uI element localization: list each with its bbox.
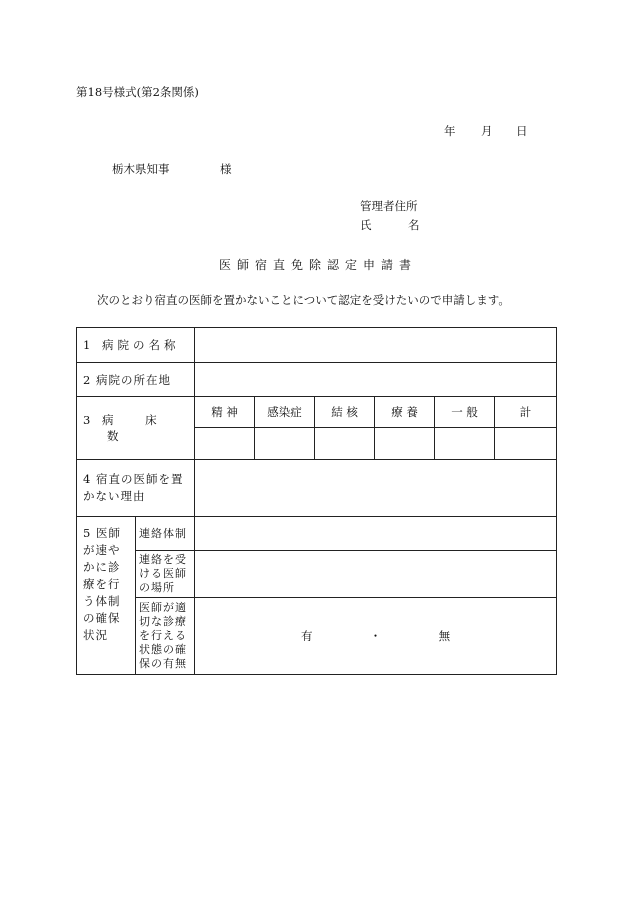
availability-separator: ・ bbox=[369, 629, 382, 643]
bed-count-psychiatric-field[interactable] bbox=[195, 428, 255, 460]
manager-address-label: 管理者住所 bbox=[360, 199, 418, 213]
addressee-name: 栃木県知事 bbox=[112, 162, 170, 176]
bed-count-label-part2: 床 bbox=[145, 413, 157, 427]
bed-type-total: 計 bbox=[495, 397, 557, 428]
document-title: 医師宿直免除認定申請書 bbox=[219, 258, 418, 272]
application-table bbox=[76, 327, 557, 675]
bed-type-infectious: 感染症 bbox=[255, 397, 315, 428]
date-year-label: 年 bbox=[444, 124, 456, 138]
availability-no[interactable]: 無 bbox=[438, 629, 451, 643]
contacted-doctor-location-label: 連絡を受ける医師の場所 bbox=[136, 551, 195, 598]
contact-system-label: 連絡体制 bbox=[136, 517, 195, 551]
intro-text: 次のとおり宿直の医師を置かないことについて認定を受けたいので申請します。 bbox=[97, 293, 510, 307]
form-number: 第18号様式(第2条関係) bbox=[76, 85, 199, 99]
bed-count-tuberculosis-field[interactable] bbox=[315, 428, 375, 460]
contact-system-field[interactable] bbox=[195, 517, 557, 551]
hospital-address-label: 2 病院の所在地 bbox=[77, 363, 195, 397]
emergency-system-label: 5 医師が速やかに診療を行う体制の確保状況 bbox=[77, 517, 136, 675]
bed-type-tuberculosis: 結 核 bbox=[315, 397, 375, 428]
bed-count-label-part3: 数 bbox=[107, 429, 119, 443]
hospital-name-label: 1 病院の名称 bbox=[77, 328, 195, 363]
hospital-address-field[interactable] bbox=[195, 363, 557, 397]
no-night-doctor-reason-label: 4 宿直の医師を置かない理由 bbox=[77, 460, 195, 517]
availability-yes[interactable]: 有 bbox=[300, 629, 313, 643]
proper-care-availability-label: 医師が適切な診療を行える状態の確保の有無 bbox=[136, 598, 195, 675]
bed-count-label bbox=[77, 397, 195, 460]
addressee-honorific: 様 bbox=[220, 162, 232, 176]
contacted-doctor-location-field[interactable] bbox=[195, 551, 557, 598]
proper-care-availability-field[interactable] bbox=[195, 598, 557, 675]
name-label-second: 名 bbox=[408, 218, 420, 232]
name-label-first: 氏 bbox=[360, 218, 372, 232]
bed-count-label-part1: 3 病 bbox=[83, 413, 118, 427]
no-night-doctor-reason-field[interactable] bbox=[195, 460, 557, 517]
bed-type-general: 一 般 bbox=[435, 397, 495, 428]
bed-count-general-field[interactable] bbox=[435, 428, 495, 460]
bed-type-long-term-care: 療 養 bbox=[375, 397, 435, 428]
date-day-label: 日 bbox=[516, 124, 528, 138]
bed-type-psychiatric: 精 神 bbox=[195, 397, 255, 428]
bed-count-total-field[interactable] bbox=[495, 428, 557, 460]
bed-count-infectious-field[interactable] bbox=[255, 428, 315, 460]
hospital-name-field[interactable] bbox=[195, 328, 557, 363]
bed-count-long-term-care-field[interactable] bbox=[375, 428, 435, 460]
date-month-label: 月 bbox=[481, 124, 493, 138]
